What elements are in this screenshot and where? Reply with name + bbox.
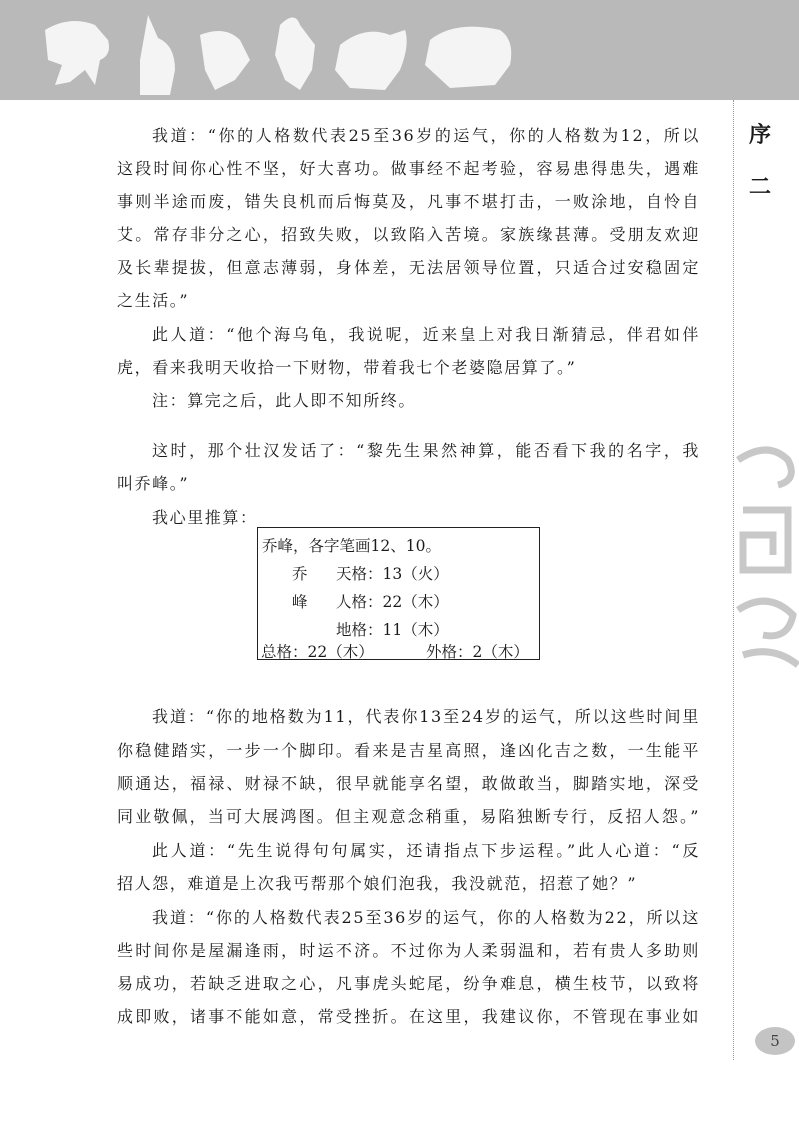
ren-ge: 人格：22（木） xyxy=(336,593,449,611)
wai-ge: 外格：2（木） xyxy=(426,643,529,661)
text-line: 艾。常存非分之心，招致失败，以致陷入苦境。家族缘甚薄。受朋友欢迎 xyxy=(117,225,700,244)
zodiac-animals-icon xyxy=(0,0,799,100)
page-number: 5 xyxy=(755,1027,795,1055)
text-line: 招人怨，难道是上次我丐帮那个娘们泡我，我没就范，招惹了她？” xyxy=(117,874,638,893)
text-line: 易成功，若缺乏进取之心，凡事虎头蛇尾，纷争难息，横生枝节，以致将 xyxy=(117,974,700,993)
text-line: 我道：“你的地格数为11，代表你13至24岁的运气，所以这些时间里 xyxy=(152,707,700,726)
text-line: 我心里推算： xyxy=(152,508,258,527)
text-line: 你稳健踏实，一步一个脚印。看来是吉星高照，逢凶化吉之数，一生能平 xyxy=(117,741,700,760)
text-line: 我道：“你的人格数代表25至36岁的运气，你的人格数为12，所以 xyxy=(152,126,700,145)
text-line: 叫乔峰。” xyxy=(117,474,190,493)
text-line: 这时，那个壮汉发话了：“黎先生果然神算，能否看下我的名字，我 xyxy=(152,441,700,460)
section-marker-er: 二 xyxy=(749,174,772,200)
text-line: 注：算完之后，此人即不知所终。 xyxy=(152,391,417,410)
box-title: 乔峰，各字笔画12、10。 xyxy=(262,537,441,555)
text-line: 虎，看来我明天收拾一下财物，带着我七个老婆隐居算了。” xyxy=(117,358,577,377)
zong-ge: 总格：22（木） xyxy=(261,643,374,661)
text-line: 之生活。” xyxy=(117,291,190,310)
text-line: 同业敬佩，当可大展鸿图。但主观意念稍重，易陷独断专行，反招人怨。” xyxy=(117,807,700,826)
di-ge: 地格：11（木） xyxy=(336,621,449,639)
text-line: 此人道：“他个海乌龟，我说呢，近来皇上对我日渐猜忌，伴君如伴 xyxy=(152,325,700,344)
cloud-ornament-icon xyxy=(728,440,799,680)
text-line: 成即败，诸事不能如意，常受挫折。在这里，我建议你，不管现在事业如 xyxy=(117,1007,700,1026)
text-line: 事则半途而废，错失良机而后悔莫及，凡事不堪打击，一败涂地，自怜自 xyxy=(117,192,700,211)
text-line: 此人道：“先生说得句句属实，还请指点下步运程。”此人心道：“反 xyxy=(152,841,700,860)
zodiac-papercut-banner xyxy=(0,0,799,100)
text-line: 这段时间你心性不坚，好大喜功。做事经不起考验，容易患得患失，遇难 xyxy=(117,159,700,178)
text-line: 些时间你是屋漏逢雨，时运不济。不过你为人柔弱温和，若有贵人多助则 xyxy=(117,941,700,960)
text-line: 及长辈提拔，但意志薄弱，身体差，无法居领导位置，只适合过安稳固定 xyxy=(117,258,700,277)
name-calculation-box xyxy=(257,527,540,660)
section-marker-xu: 序 xyxy=(749,122,772,148)
text-line: 顺通达，福禄、财禄不缺，很早就能享名望，敢做敢当，脚踏实地，深受 xyxy=(117,774,700,793)
text-line: 我道：“你的人格数代表25至36岁的运气，你的人格数为22，所以这 xyxy=(152,908,700,927)
box-char-2: 峰 xyxy=(292,593,308,611)
tian-ge: 天格：13（火） xyxy=(336,565,449,583)
box-char-1: 乔 xyxy=(292,565,308,583)
